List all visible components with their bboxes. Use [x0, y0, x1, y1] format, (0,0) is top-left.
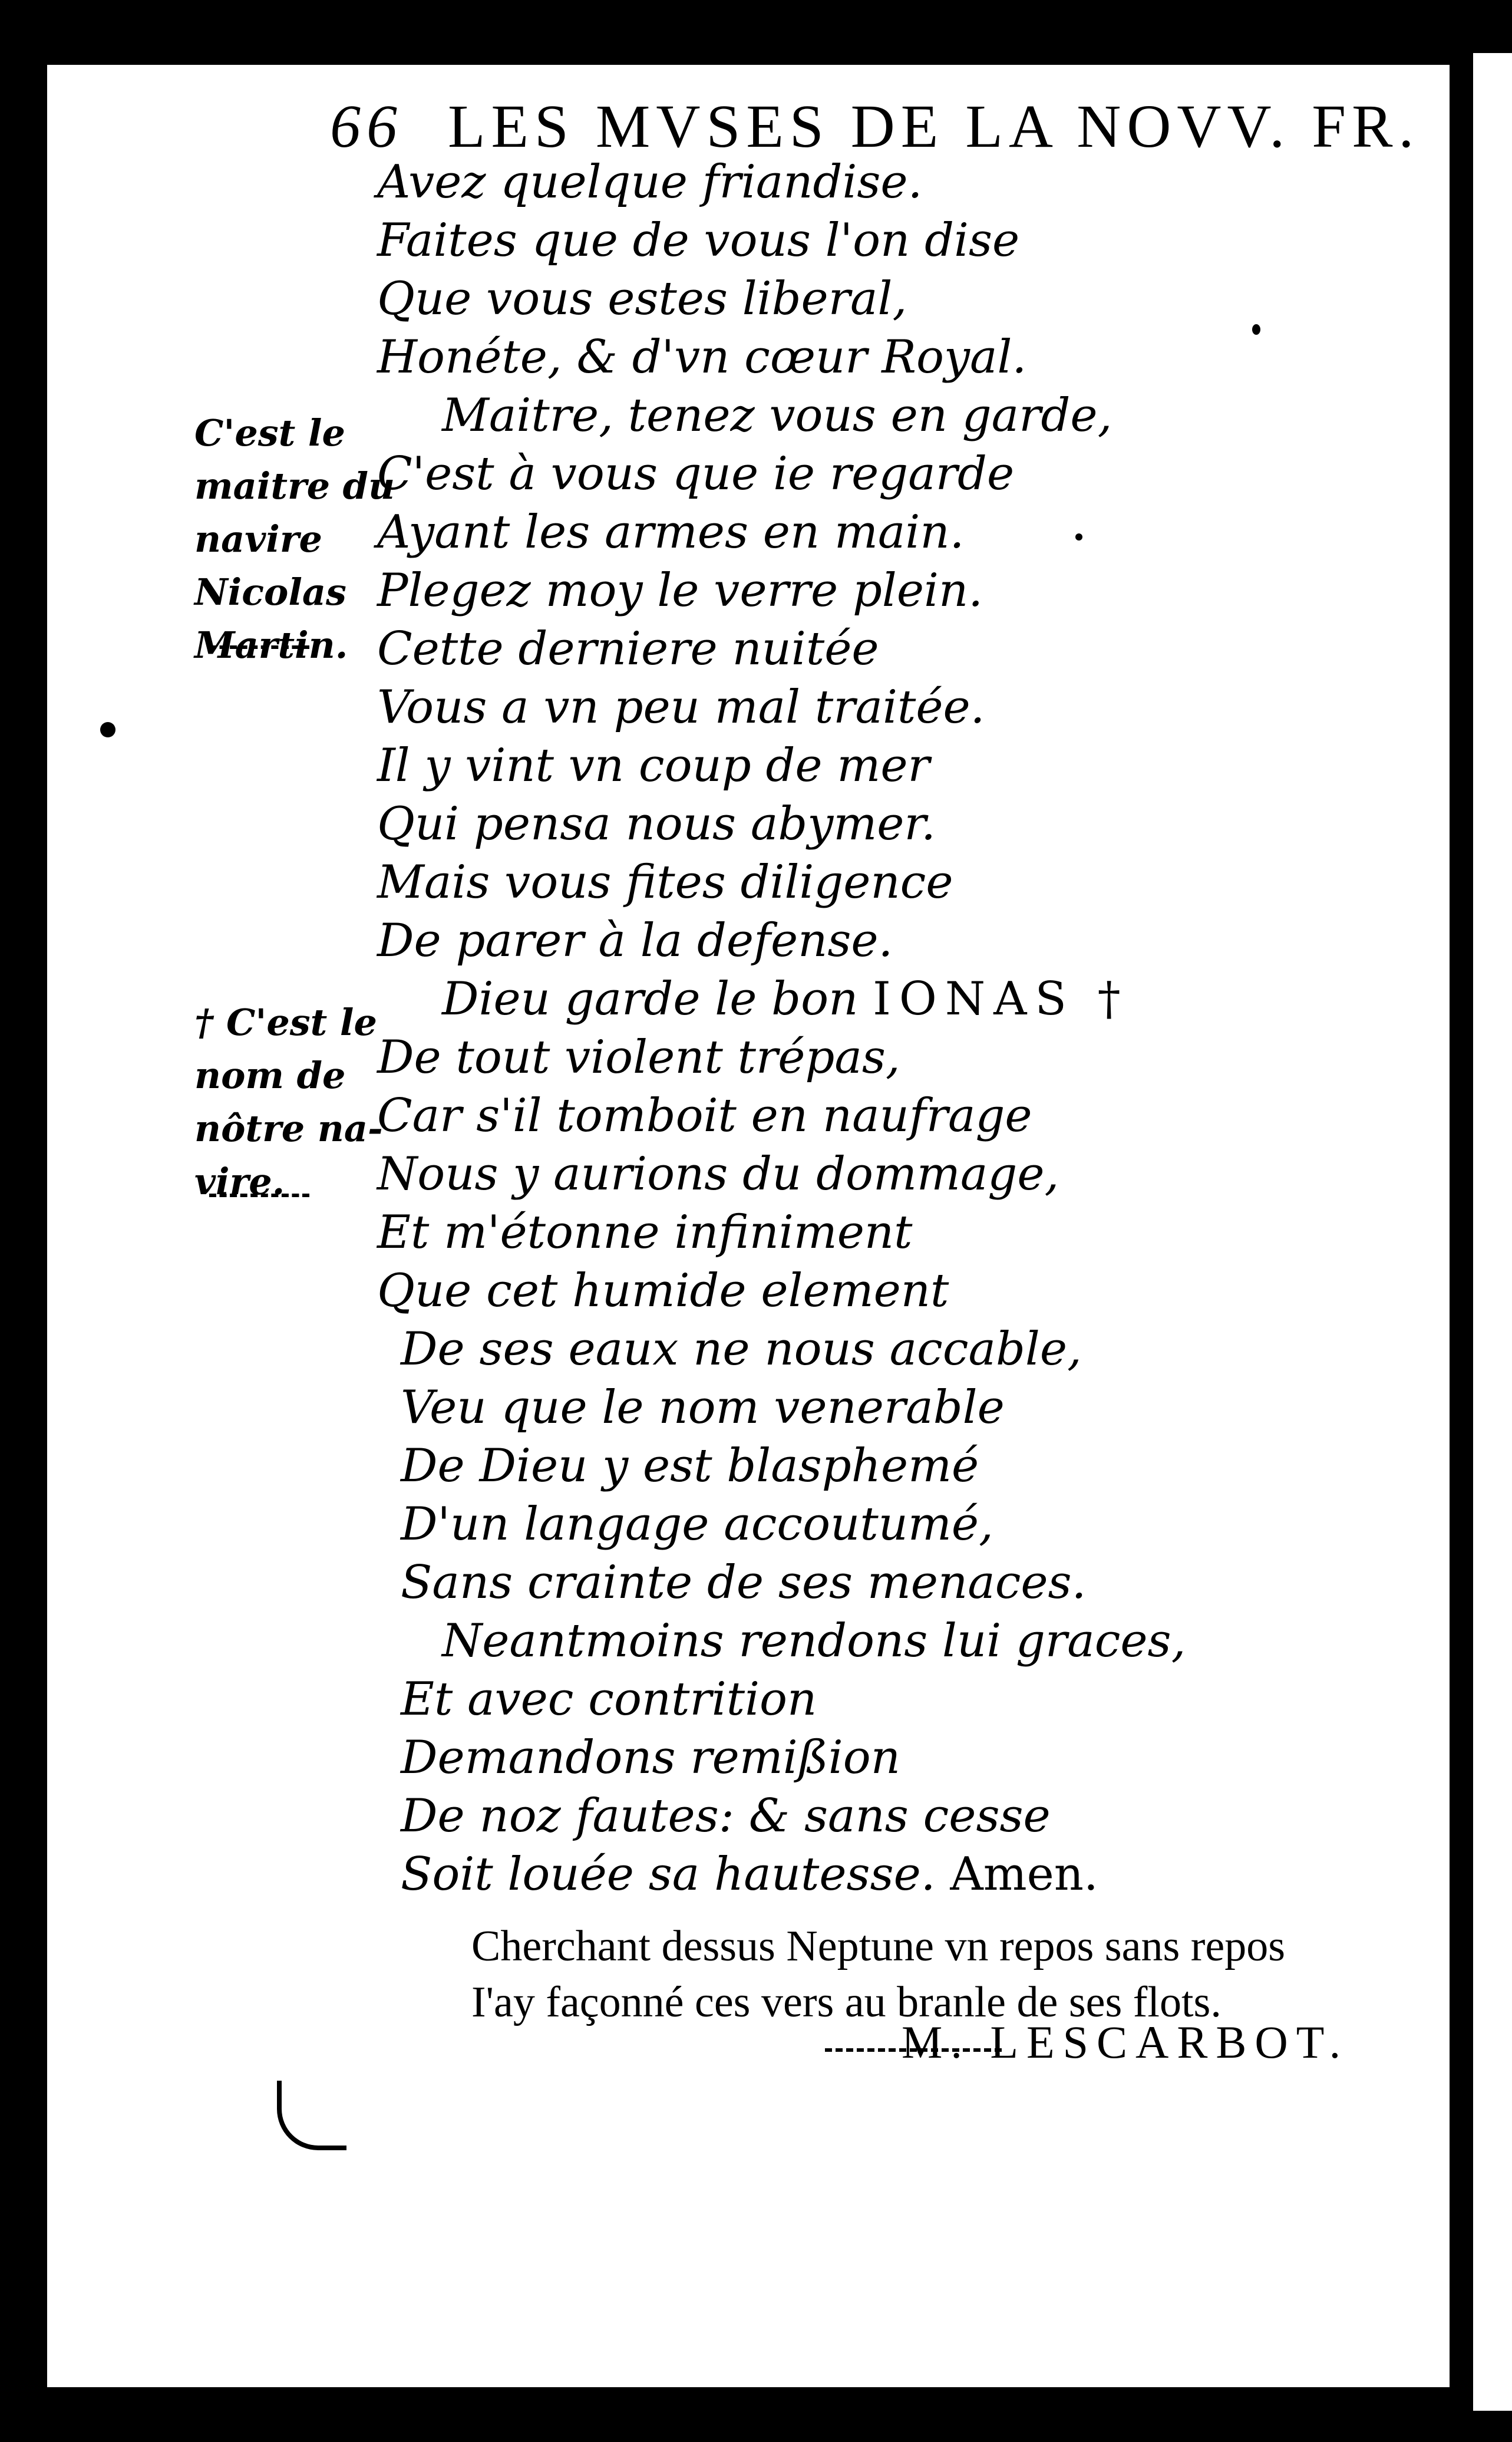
- verse-line: Faites que de vous l'on dise: [377, 214, 1020, 267]
- verse-line: Vous a vn peu mal traitée.: [377, 681, 985, 734]
- verse-line: Qui pensa nous abymer.: [377, 797, 936, 851]
- verse-line: Sans crainte de ses menaces.: [401, 1556, 1087, 1609]
- poem-body: [377, 153, 1426, 1904]
- margin-note-line: maitre du: [194, 464, 395, 507]
- couplet-line: Cherchant dessus Neptune vn repos sans repos: [471, 1922, 1286, 1970]
- running-title: LES MVSES DE LA NOVV. FR.: [448, 93, 1420, 160]
- verse-line: Il y vint vn coup de mer: [377, 739, 930, 792]
- margin-note-line: † C'est le: [194, 1001, 377, 1044]
- margin-note-line: Martin.: [194, 624, 348, 667]
- margin-note-line: nôtre na-: [194, 1107, 383, 1150]
- verse-line: Veu que le nom venerable: [401, 1381, 1005, 1434]
- verse-line: Que cet humide element: [377, 1264, 949, 1317]
- verse-line: De Dieu y est blasphemé: [401, 1439, 979, 1492]
- margin-note-line: navire: [194, 518, 322, 561]
- verse-line: Honéte, & d'vn cœur Royal.: [377, 331, 1027, 384]
- signature-block: [825, 2016, 1355, 2075]
- ink-speck: [1075, 533, 1082, 541]
- facing-page-edge: [1473, 53, 1512, 2411]
- verse-line: Maitre, tenez vous en garde,: [442, 389, 1112, 442]
- verse-line: Ayant les armes en main.: [377, 506, 965, 559]
- verse-line: Mais vous fites diligence: [377, 856, 953, 909]
- margin-note-line: Nicolas: [194, 571, 346, 614]
- verse-line: Car s'il tomboit en naufrage: [377, 1089, 1032, 1142]
- verse-line: Neantmoins rendons lui graces,: [442, 1614, 1186, 1667]
- verse-line: Nous y aurions du dommage,: [377, 1148, 1059, 1201]
- verse-line: De ses eaux ne nous accable,: [401, 1323, 1082, 1376]
- verse-line: D'un langage accoutumé,: [401, 1498, 993, 1551]
- author-signature: M. LESCARBOT.: [902, 2016, 1349, 2068]
- margin-note-line: C'est le: [194, 411, 345, 454]
- margin-note-ship: [194, 996, 383, 1208]
- margin-note-rule: [209, 1194, 309, 1197]
- margin-note-master: [194, 407, 395, 672]
- verse-line: Et avec contrition: [401, 1673, 817, 1726]
- running-head: [330, 91, 1450, 162]
- closing-couplet: [471, 1919, 1414, 2031]
- verse-line-ship: [377, 970, 1426, 1029]
- verse-line: Demandons remißion: [401, 1731, 900, 1784]
- amen: Amen.: [950, 1848, 1098, 1901]
- verse-line: Plegez moy le verre plein.: [377, 564, 983, 617]
- verse-line: De parer à la defense.: [377, 914, 893, 967]
- verse-line: C'est à vous que ie regarde: [377, 447, 1015, 500]
- couplet-line: I'ay façonné ces vers au branle de ses flots.: [471, 1978, 1222, 2026]
- margin-note-line: vire.: [194, 1160, 285, 1203]
- page-number: 66: [330, 93, 403, 160]
- verse-line: Cette derniere nuitée: [377, 622, 879, 675]
- margin-note-rule: [209, 645, 309, 649]
- verse-line: Avez quelque friandise.: [377, 156, 923, 209]
- verse-line: De noz fautes: & sans cesse: [401, 1790, 1051, 1843]
- verse-line: Et m'étonne infiniment: [377, 1206, 913, 1259]
- verse-text: Soit louée sa hautesse.: [401, 1848, 936, 1901]
- ink-speck: [1052, 6, 1059, 12]
- ink-speck: [1252, 324, 1260, 335]
- binding-shadow: [1450, 59, 1473, 2393]
- verse-text: Dieu garde le bon: [442, 973, 859, 1026]
- verse-line: De tout violent trépas,: [377, 1031, 900, 1084]
- verse-line: Que vous estes liberal,: [377, 272, 907, 325]
- margin-note-line: nom de: [194, 1054, 346, 1097]
- verse-line-final: [377, 1845, 1426, 1904]
- ink-speck: [100, 722, 115, 737]
- ship-name: IONAS †: [873, 973, 1129, 1026]
